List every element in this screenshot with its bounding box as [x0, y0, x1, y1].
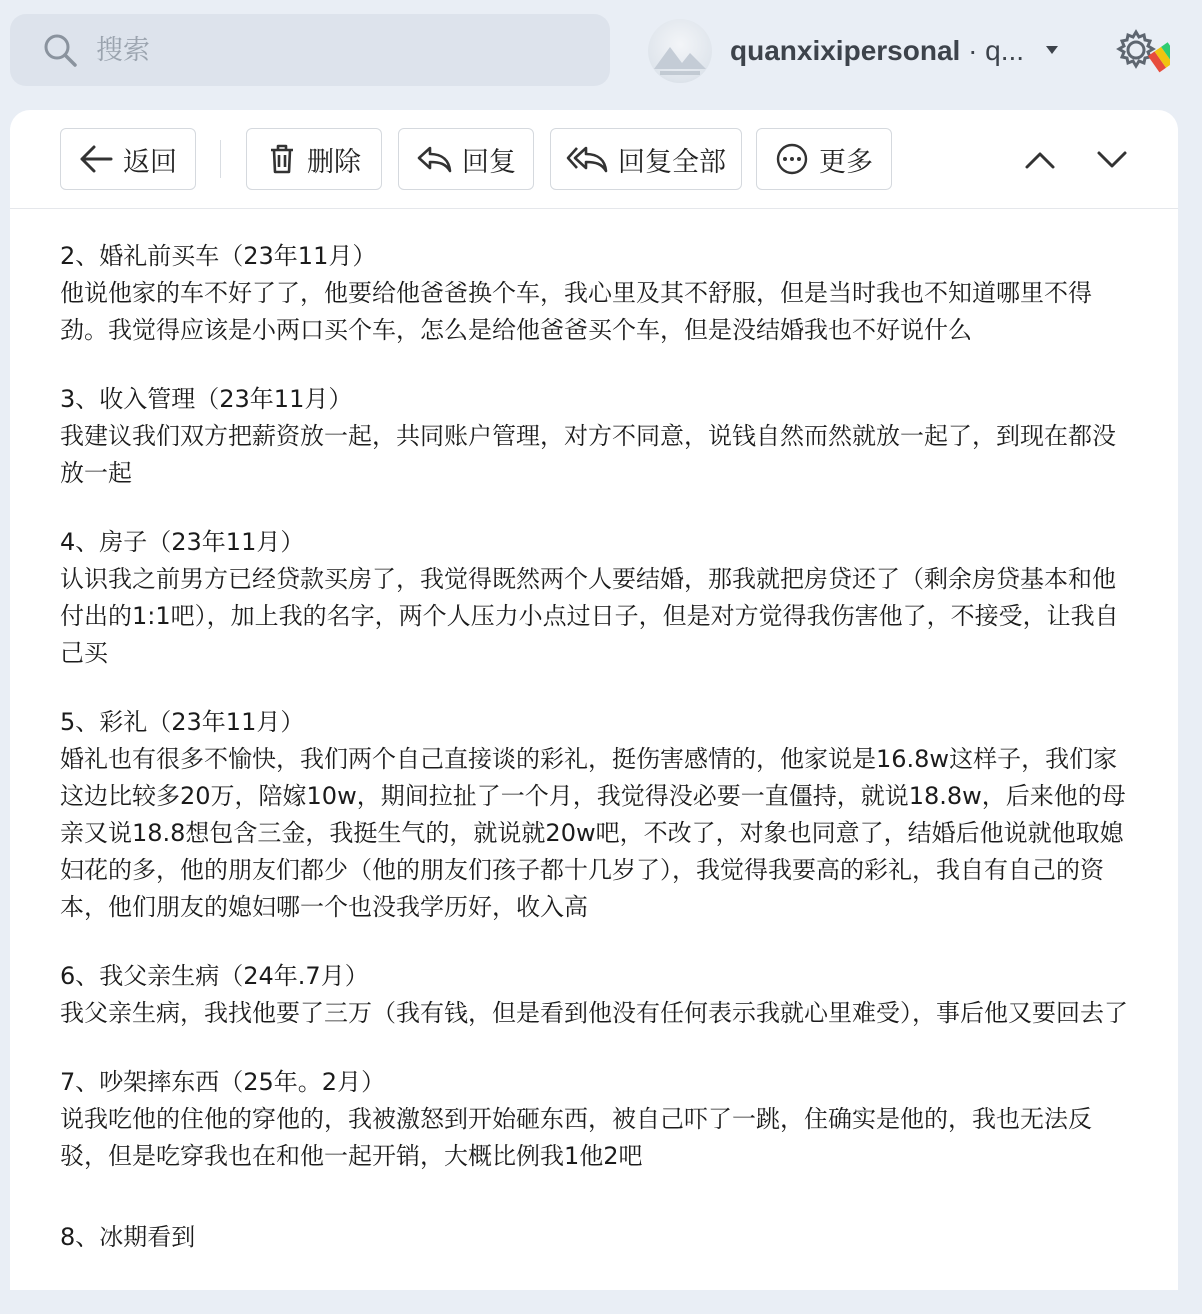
- section-7: [60, 1064, 1130, 1175]
- delete-label: 删除: [307, 146, 361, 178]
- section-4: [60, 524, 1130, 672]
- reply-icon: [416, 144, 452, 174]
- arrow-left-icon: [79, 144, 113, 174]
- section-text: 他说他家的车不好了了，他要给他爸爸换个车，我心里及其不舒服，但是当时我也不知道哪里不得劲。我觉得应该是小两口买个车，怎么是给他爸爸买个车，但是没结婚我也不好说什么: [60, 279, 1092, 344]
- section-text: 说我吃他的住他的穿他的，我被激怒到开始砸东西，被自己吓了一跳，住确实是他的，我也无法反驳，但是吃穿我也在和他一起开销，大概比例我1他2吧: [60, 1105, 1092, 1170]
- section-3: [60, 381, 1130, 492]
- section-text: 我父亲生病，我找他要了三万（我有钱，但是看到他没有任何表示我就心里难受），事后他又要回去了: [60, 999, 1128, 1027]
- account-name: quanxixipersonal · q...: [730, 35, 1025, 66]
- section-5: [60, 704, 1130, 926]
- search-bar[interactable]: [10, 14, 610, 86]
- section-title: 7、吵架摔东西（25年。2月）: [60, 1068, 386, 1096]
- section-8: [60, 1219, 1130, 1256]
- account-email-truncated: · q...: [960, 35, 1025, 66]
- toolbar-divider: [220, 140, 221, 178]
- reply-all-button[interactable]: [550, 128, 742, 190]
- delete-button[interactable]: [246, 128, 382, 190]
- section-title: 8、冰期看到: [60, 1223, 196, 1251]
- section-title: 4、房子（23年11月）: [60, 528, 305, 556]
- more-button[interactable]: [756, 128, 892, 190]
- reply-label: 回复: [462, 146, 516, 178]
- avatar: [648, 19, 712, 83]
- message-view: [10, 110, 1178, 1290]
- more-icon: [775, 142, 809, 176]
- reply-button[interactable]: [398, 128, 534, 190]
- account-switcher[interactable]: [648, 18, 1024, 84]
- back-label: 返回: [123, 146, 177, 178]
- reply-all-icon: [566, 144, 608, 174]
- section-title: 2、婚礼前买车（23年11月）: [60, 242, 377, 270]
- next-message-button[interactable]: [1090, 140, 1134, 180]
- section-title: 5、彩礼（23年11月）: [60, 708, 305, 736]
- back-button[interactable]: [60, 128, 196, 190]
- section-title: 3、收入管理（23年11月）: [60, 385, 353, 413]
- section-text: 认识我之前男方已经贷款买房了，我觉得既然两个人要结婚，那我就把房贷还了（剩余房贷基本和他付出的1:1吧），加上我的名字，两个人压力小点过日子，但是对方觉得我伤害他了，不接受，让我自己买: [60, 565, 1119, 667]
- more-label: 更多: [819, 146, 873, 178]
- chevron-up-icon: [1024, 150, 1056, 170]
- settings-gear-icon[interactable]: [1114, 26, 1170, 82]
- message-toolbar: [10, 110, 1178, 209]
- reply-all-label: 回复全部: [618, 146, 726, 178]
- chevron-down-icon: [1096, 150, 1128, 170]
- search-icon: [40, 30, 80, 70]
- message-body: [60, 238, 1130, 1288]
- section-title: 6、我父亲生病（24年.7月）: [60, 962, 369, 990]
- search-input[interactable]: [94, 34, 578, 67]
- section-6: [60, 958, 1130, 1032]
- chevron-down-icon[interactable]: [1044, 42, 1060, 62]
- section-text: 我建议我们双方把薪资放一起，共同账户管理，对方不同意，说钱自然而然就放一起了，到现在都没放一起: [60, 422, 1116, 487]
- section-2: [60, 238, 1130, 349]
- section-text: 婚礼也有很多不愉快，我们两个自己直接谈的彩礼，挺伤害感情的，他家说是16.8w这样子，我们家这边比较多20万，陪嫁10w，期间拉扯了一个月，我觉得没必要一直僵持，就说18.8w，后来他的母亲又说18.8想包含三金，我挺生气的，就说就20w吧，不改了，对象也同意了，结婚后他说就他取媳妇花的多，他的朋友们都少（他的朋友们孩子都十几岁了），我觉得我要高的彩礼，我自有自己的资本，他们朋友的媳妇哪一个也没我学历好，收入高: [60, 745, 1126, 921]
- previous-message-button[interactable]: [1018, 140, 1062, 180]
- trash-icon: [267, 143, 297, 175]
